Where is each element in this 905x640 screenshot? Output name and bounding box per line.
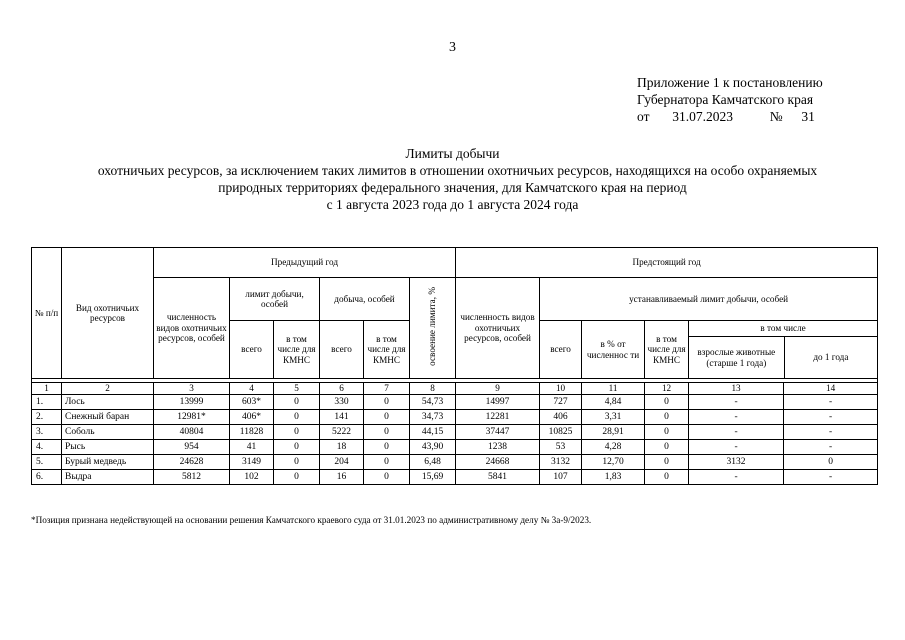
set-kmns: 0 bbox=[645, 440, 689, 455]
limit-total: 102 bbox=[230, 470, 274, 485]
set-percent: 28,91 bbox=[582, 425, 645, 440]
table-row bbox=[32, 395, 878, 410]
species-name: Выдра bbox=[62, 470, 154, 485]
table-row bbox=[32, 440, 878, 455]
harvest-kmns: 0 bbox=[364, 440, 410, 455]
set-adults: - bbox=[689, 395, 784, 410]
row-number: 5. bbox=[32, 455, 62, 470]
column-number: 1 bbox=[32, 383, 62, 395]
row-number: 2. bbox=[32, 410, 62, 425]
set-total: 107 bbox=[540, 470, 582, 485]
limit-kmns: 0 bbox=[274, 425, 320, 440]
row-number: 6. bbox=[32, 470, 62, 485]
table-row bbox=[32, 455, 878, 470]
set-percent: 3,31 bbox=[582, 410, 645, 425]
header-set-total: всего bbox=[540, 321, 582, 379]
column-numbers-row bbox=[32, 383, 878, 395]
header-set-kmns: в том числе для КМНС bbox=[645, 321, 689, 379]
set-adults: - bbox=[689, 425, 784, 440]
prev-population: 954 bbox=[154, 440, 230, 455]
column-number: 12 bbox=[645, 383, 689, 395]
document-title bbox=[0, 145, 905, 213]
column-number: 14 bbox=[784, 383, 878, 395]
column-number: 10 bbox=[540, 383, 582, 395]
header-harvest: добыча, особей bbox=[320, 278, 410, 321]
set-percent: 1,83 bbox=[582, 470, 645, 485]
utilization: 6,48 bbox=[410, 455, 456, 470]
prev-population: 5812 bbox=[154, 470, 230, 485]
column-number: 8 bbox=[410, 383, 456, 395]
set-kmns: 0 bbox=[645, 455, 689, 470]
table-row bbox=[32, 425, 878, 440]
limit-kmns: 0 bbox=[274, 395, 320, 410]
species-name: Рысь bbox=[62, 440, 154, 455]
harvest-total: 5222 bbox=[320, 425, 364, 440]
set-adults: - bbox=[689, 410, 784, 425]
header-adults: взрослые животные (старше 1 года) bbox=[689, 337, 785, 378]
set-total: 406 bbox=[540, 410, 582, 425]
set-total: 53 bbox=[540, 440, 582, 455]
header-set-percent: в % от численнос ти bbox=[582, 321, 645, 379]
column-number: 3 bbox=[154, 383, 230, 395]
title-line-3: природных территориях федерального значения, для Камчатского края на период bbox=[218, 180, 687, 195]
next-population: 24668 bbox=[456, 455, 540, 470]
header-harvest-total: всего bbox=[320, 321, 364, 379]
set-kmns: 0 bbox=[645, 470, 689, 485]
species-name: Снежный баран bbox=[62, 410, 154, 425]
prev-population: 40804 bbox=[154, 425, 230, 440]
limit-total: 41 bbox=[230, 440, 274, 455]
column-number: 5 bbox=[274, 383, 320, 395]
column-number: 2 bbox=[62, 383, 154, 395]
set-kmns: 0 bbox=[645, 410, 689, 425]
appendix-date-row bbox=[637, 108, 823, 125]
header-utilization: освоение лимита, % bbox=[410, 278, 456, 379]
set-adults: 3132 bbox=[689, 455, 784, 470]
limit-kmns: 0 bbox=[274, 440, 320, 455]
header-next-population: численность видов охотничьих ресурсов, особей bbox=[456, 278, 540, 379]
header-species: Вид охотничьих ресурсов bbox=[62, 248, 154, 379]
set-percent: 4,84 bbox=[582, 395, 645, 410]
appendix-block bbox=[637, 74, 823, 125]
header-including-group bbox=[689, 321, 878, 379]
limits-table bbox=[31, 247, 878, 485]
header-set-limit: устанавливаемый лимит добычи, особей bbox=[540, 278, 878, 321]
row-number: 1. bbox=[32, 395, 62, 410]
set-under-one: - bbox=[784, 425, 878, 440]
harvest-kmns: 0 bbox=[364, 425, 410, 440]
species-name: Лось bbox=[62, 395, 154, 410]
header-num: № п/п bbox=[32, 248, 62, 379]
header-prev-limit-kmns: в том числе для КМНС bbox=[274, 321, 320, 379]
harvest-total: 330 bbox=[320, 395, 364, 410]
table-row bbox=[32, 470, 878, 485]
header-including: в том числе bbox=[689, 321, 877, 337]
column-number: 11 bbox=[582, 383, 645, 395]
header-under-one: до 1 года bbox=[813, 352, 849, 363]
utilization: 34,73 bbox=[410, 410, 456, 425]
decree-date: 31.07.2023 bbox=[672, 109, 733, 124]
set-total: 727 bbox=[540, 395, 582, 410]
prev-population: 24628 bbox=[154, 455, 230, 470]
limit-kmns: 0 bbox=[274, 470, 320, 485]
set-percent: 4,28 bbox=[582, 440, 645, 455]
set-under-one: 0 bbox=[784, 455, 878, 470]
column-number: 9 bbox=[456, 383, 540, 395]
limit-total: 406* bbox=[230, 410, 274, 425]
prev-population: 12981* bbox=[154, 410, 230, 425]
appendix-line-1: Приложение 1 к постановлению bbox=[637, 75, 823, 90]
set-under-one: - bbox=[784, 470, 878, 485]
species-name: Соболь bbox=[62, 425, 154, 440]
limit-total: 603* bbox=[230, 395, 274, 410]
set-kmns: 0 bbox=[645, 395, 689, 410]
footnote: *Позиция признана недействующей на основании решения Камчатского краевого суда от 31.01.2023 по административному делу № 3а-9/2023. bbox=[31, 515, 592, 525]
from-label: от bbox=[637, 109, 650, 124]
set-percent: 12,70 bbox=[582, 455, 645, 470]
harvest-total: 16 bbox=[320, 470, 364, 485]
title-line-1: Лимиты добычи bbox=[405, 146, 500, 161]
header-prev-year: Предыдущий год bbox=[154, 248, 456, 278]
header-prev-limit: лимит добычи, особей bbox=[230, 278, 320, 321]
column-number: 7 bbox=[364, 383, 410, 395]
harvest-kmns: 0 bbox=[364, 395, 410, 410]
number-label: № bbox=[769, 109, 783, 124]
prev-population: 13999 bbox=[154, 395, 230, 410]
decree-number: 31 bbox=[801, 109, 815, 124]
next-population: 14997 bbox=[456, 395, 540, 410]
set-adults: - bbox=[689, 440, 784, 455]
utilization: 54,73 bbox=[410, 395, 456, 410]
table-row bbox=[32, 410, 878, 425]
header-next-year: Предстоящий год bbox=[456, 248, 878, 278]
harvest-kmns: 0 bbox=[364, 470, 410, 485]
appendix-line-2: Губернатора Камчатского края bbox=[637, 92, 814, 107]
set-under-one: - bbox=[784, 410, 878, 425]
limit-kmns: 0 bbox=[274, 455, 320, 470]
utilization: 44,15 bbox=[410, 425, 456, 440]
harvest-kmns: 0 bbox=[364, 455, 410, 470]
title-line-4: с 1 августа 2023 года до 1 августа 2024 года bbox=[326, 197, 579, 212]
title-line-2: охотничьих ресурсов, за исключением таких лимитов в отношении охотничьих ресурсов, находящихся на особо охраняемых bbox=[97, 163, 818, 178]
next-population: 37447 bbox=[456, 425, 540, 440]
next-population: 1238 bbox=[456, 440, 540, 455]
utilization: 43,90 bbox=[410, 440, 456, 455]
row-number: 4. bbox=[32, 440, 62, 455]
table-body bbox=[32, 395, 878, 485]
column-number: 13 bbox=[689, 383, 784, 395]
limit-total: 11828 bbox=[230, 425, 274, 440]
set-adults: - bbox=[689, 470, 784, 485]
limit-total: 3149 bbox=[230, 455, 274, 470]
set-kmns: 0 bbox=[645, 425, 689, 440]
harvest-kmns: 0 bbox=[364, 410, 410, 425]
set-under-one: - bbox=[784, 395, 878, 410]
set-under-one: - bbox=[784, 440, 878, 455]
utilization: 15,69 bbox=[410, 470, 456, 485]
page-number: 3 bbox=[449, 40, 456, 55]
next-population: 5841 bbox=[456, 470, 540, 485]
limit-kmns: 0 bbox=[274, 410, 320, 425]
harvest-total: 141 bbox=[320, 410, 364, 425]
header-prev-limit-total: всего bbox=[230, 321, 274, 379]
column-number: 4 bbox=[230, 383, 274, 395]
set-total: 3132 bbox=[540, 455, 582, 470]
harvest-total: 18 bbox=[320, 440, 364, 455]
harvest-total: 204 bbox=[320, 455, 364, 470]
next-population: 12281 bbox=[456, 410, 540, 425]
header-prev-population: численность видов охотничьих ресурсов, особей bbox=[154, 278, 230, 379]
column-number: 6 bbox=[320, 383, 364, 395]
header-harvest-kmns: в том числе для КМНС bbox=[364, 321, 410, 379]
set-total: 10825 bbox=[540, 425, 582, 440]
row-number: 3. bbox=[32, 425, 62, 440]
species-name: Бурый медведь bbox=[62, 455, 154, 470]
